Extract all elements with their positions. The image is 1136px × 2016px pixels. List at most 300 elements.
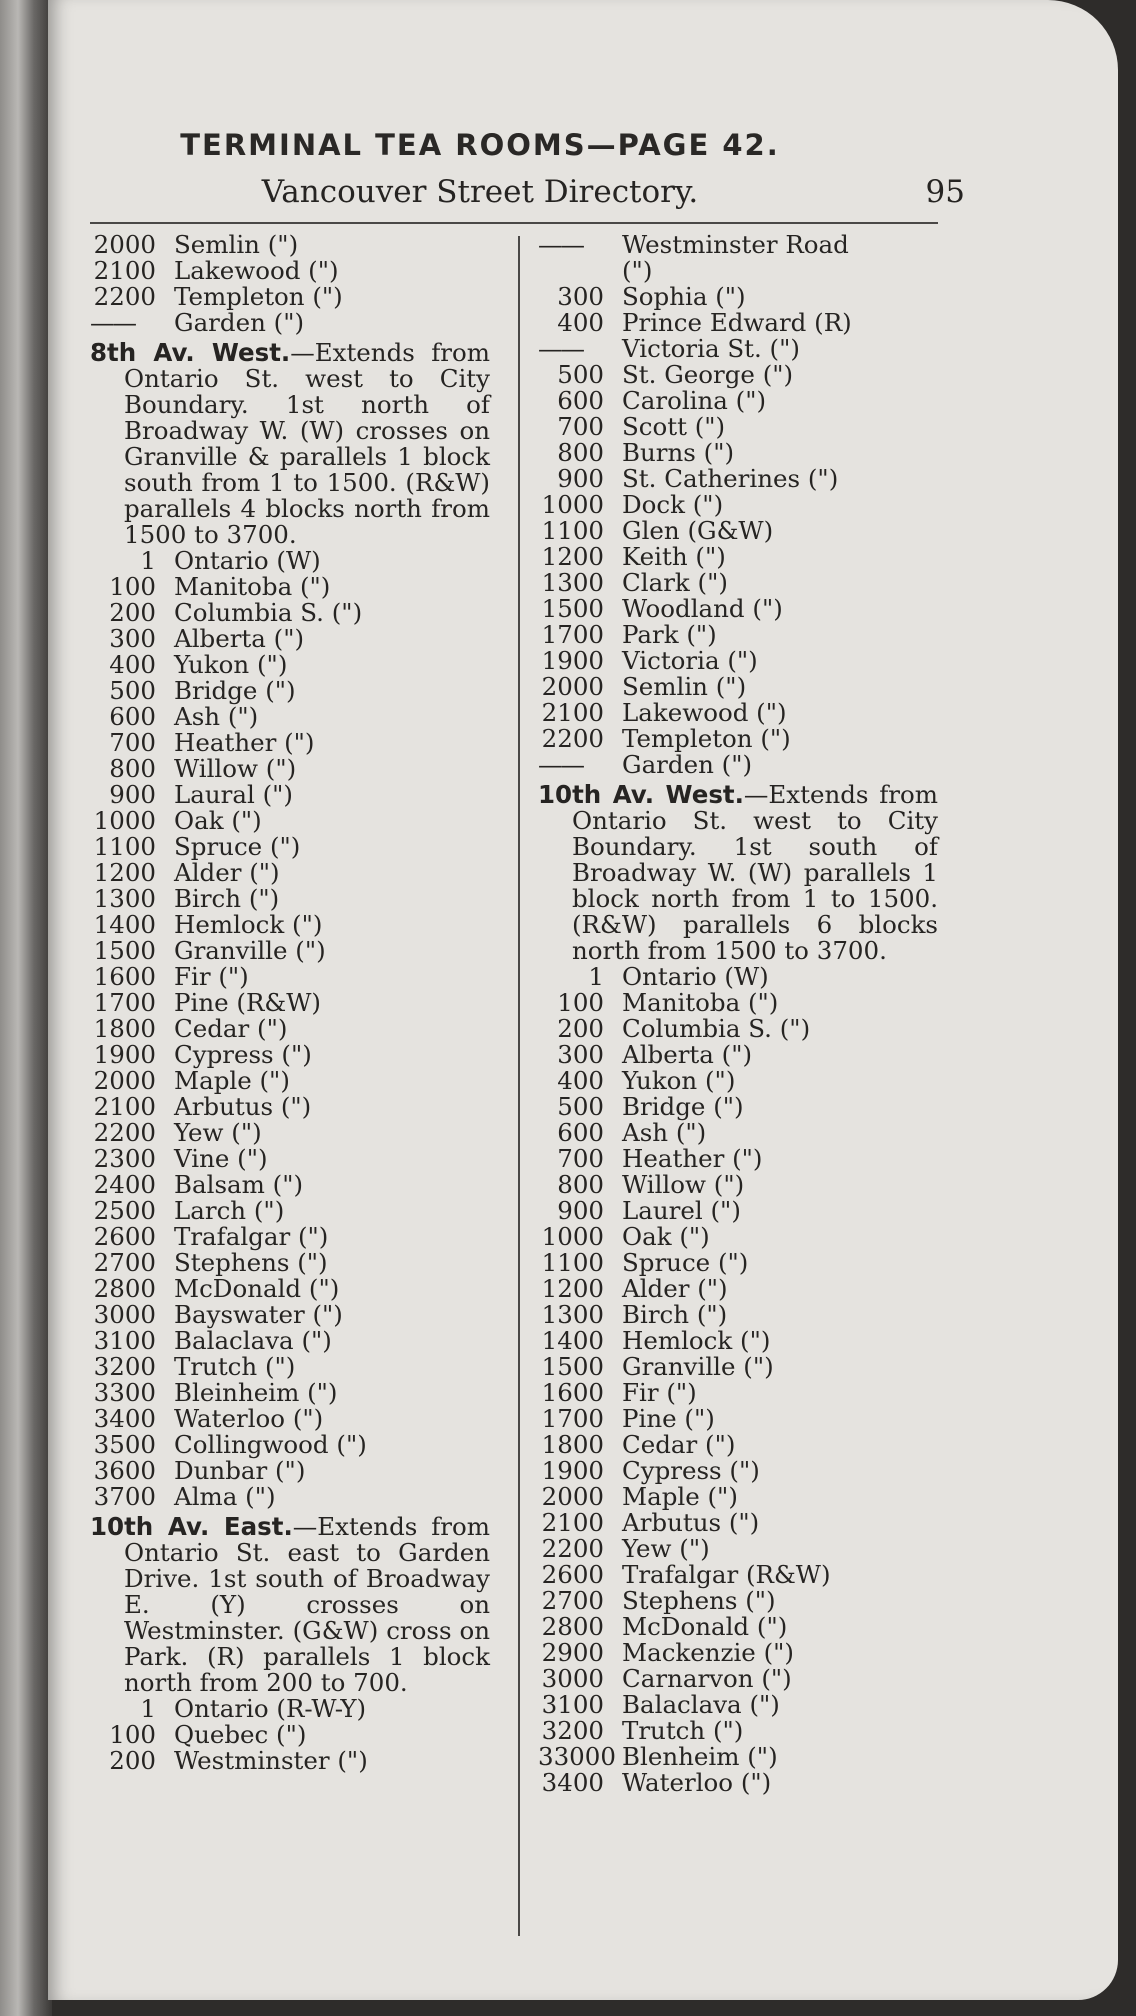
ditto-dash: —— [538, 230, 583, 259]
directory-entry [90, 1224, 490, 1250]
directory-entry [538, 1016, 938, 1042]
entry-street: Alberta (") [174, 624, 305, 653]
directory-entry [538, 1770, 938, 1796]
directory-entry [90, 652, 490, 678]
entry-number: 1700 [541, 620, 604, 649]
entry-street: Westminster (") [174, 1746, 368, 1775]
entry-street: Spruce (") [174, 832, 301, 861]
entry-number: 2100 [93, 256, 156, 285]
entry-street: Heather (") [622, 1144, 763, 1173]
directory-entry [538, 1328, 938, 1354]
entry-street: Yukon (") [622, 1066, 736, 1095]
entry-street: Balaclava (") [622, 1690, 780, 1719]
directory-entry [538, 1588, 938, 1614]
entry-street: Trutch (") [174, 1352, 296, 1381]
entry-number: 1200 [541, 542, 604, 571]
entry-street: Balaclava (") [174, 1326, 332, 1355]
entry-street: Oak (") [174, 806, 262, 835]
entry-street: Waterloo (") [622, 1768, 772, 1797]
directory-entry [538, 232, 938, 258]
entry-street: Yew (") [174, 1118, 262, 1147]
directory-entry [538, 414, 938, 440]
entry-number: 1700 [93, 988, 156, 1017]
directory-entry [538, 1666, 938, 1692]
entry-street: Garden (") [622, 750, 753, 779]
page-number: 95 [925, 174, 965, 210]
entry-street: Yew (") [622, 1534, 710, 1563]
directory-entry [538, 492, 938, 518]
section-title: 10th Av. East. [90, 1512, 293, 1541]
directory-entry [90, 834, 490, 860]
section-10th-west-entries [538, 964, 938, 1796]
entry-number: 900 [557, 1196, 604, 1225]
entry-street: Alberta (") [622, 1040, 753, 1069]
entry-number: 3100 [541, 1690, 604, 1719]
entry-street: Prince Edward (R) [622, 308, 852, 337]
entry-street: Quebec (") [174, 1720, 307, 1749]
entry-street: Ontario (R-W-Y) [174, 1694, 367, 1723]
entry-street: Columbia S. (") [622, 1014, 811, 1043]
entry-street: Arbutus (") [622, 1508, 760, 1537]
entry-number: 1800 [541, 1430, 604, 1459]
directory-entry [538, 1224, 938, 1250]
entry-number: 1000 [93, 806, 156, 835]
directory-entry [90, 310, 490, 336]
directory-entry [90, 860, 490, 886]
entry-number: 1 [140, 1694, 156, 1723]
entry-number: 1200 [541, 1274, 604, 1303]
entry-number: 3400 [541, 1768, 604, 1797]
entry-street: Cypress (") [622, 1456, 760, 1485]
directory-entry [90, 232, 490, 258]
entry-street: Manitoba (") [622, 988, 779, 1017]
section-10th-east-entries [90, 1696, 490, 1774]
entry-number: 2600 [541, 1560, 604, 1589]
entry-number: 200 [109, 598, 156, 627]
left-continued-list [90, 232, 490, 336]
entry-number: 1000 [541, 490, 604, 519]
directory-entry [90, 1458, 490, 1484]
directory-entry [538, 1536, 938, 1562]
directory-entry [90, 1406, 490, 1432]
directory-entry [90, 782, 490, 808]
entry-number: 100 [109, 1720, 156, 1749]
entry-number: 3700 [93, 1482, 156, 1511]
entry-street: Fir (") [622, 1378, 697, 1407]
entry-street: Westminster Road [622, 230, 849, 259]
entry-street: Spruce (") [622, 1248, 749, 1277]
entry-number: 2000 [93, 1066, 156, 1095]
entry-number: 1400 [93, 910, 156, 939]
entry-street: McDonald (") [174, 1274, 340, 1303]
entry-street: St. Catherines (") [622, 464, 839, 493]
directory-entry [90, 1748, 490, 1774]
entry-street: Vine (") [174, 1144, 268, 1173]
entry-number: 2700 [541, 1586, 604, 1615]
ditto-dash: —— [538, 750, 583, 779]
entry-number: 3200 [541, 1716, 604, 1745]
entry-street: Trafalgar (") [174, 1222, 329, 1251]
directory-entry [90, 1172, 490, 1198]
entry-street: Manitoba (") [174, 572, 331, 601]
entry-street: Balsam (") [174, 1170, 304, 1199]
entry-street: Willow (") [174, 754, 297, 783]
directory-entry [538, 1718, 938, 1744]
directory-entry [538, 544, 938, 570]
directory-entry [90, 1354, 490, 1380]
directory-entry [90, 284, 490, 310]
entry-number: 800 [557, 1170, 604, 1199]
directory-entry [538, 1198, 938, 1224]
directory-entry [90, 1198, 490, 1224]
entry-street: Ontario (W) [622, 962, 769, 991]
directory-entry [90, 756, 490, 782]
entry-street: Oak (") [622, 1222, 710, 1251]
entry-street: Bleinheim (") [174, 1378, 338, 1407]
entry-number: 3200 [93, 1352, 156, 1381]
entry-street: Templeton (") [622, 724, 791, 753]
directory-entry [538, 466, 938, 492]
entry-street: Larch (") [174, 1196, 285, 1225]
directory-entry [90, 1302, 490, 1328]
entry-number: 1900 [541, 646, 604, 675]
entry-number: 900 [557, 464, 604, 493]
entry-number: 200 [557, 1014, 604, 1043]
entry-number: 500 [557, 360, 604, 389]
directory-entry [538, 596, 938, 622]
entry-number: 1100 [93, 832, 156, 861]
entry-street: Glen (G&W) [622, 516, 774, 545]
entry-number: 3600 [93, 1456, 156, 1485]
entry-number: 2000 [93, 230, 156, 259]
directory-entry [90, 1328, 490, 1354]
entry-street: Granville (") [622, 1352, 774, 1381]
directory-entry [90, 730, 490, 756]
entry-number: 2500 [93, 1196, 156, 1225]
directory-entry [538, 336, 938, 362]
section-description: —Extends from Ontario St. west to City Boundary. 1st north of Broadway W. (W) crosses on Granville & parallels 1 block south from 1 to 1500. (R&W) parallels 4 blocks north from 1500 to 3700. [124, 338, 491, 549]
directory-entry [538, 1406, 938, 1432]
entry-number: 2700 [93, 1248, 156, 1277]
entry-number: 400 [557, 308, 604, 337]
entry-street: Sophia (") [622, 282, 746, 311]
entry-street: Alma (") [174, 1482, 276, 1511]
entry-number: 1100 [541, 516, 604, 545]
entry-number: 2200 [541, 1534, 604, 1563]
entry-number: 300 [109, 624, 156, 653]
entry-street: Mackenzie (") [622, 1638, 794, 1667]
entry-street: Carolina (") [622, 386, 767, 415]
directory-entry [90, 1722, 490, 1748]
entry-street: Hemlock (") [622, 1326, 771, 1355]
ditto-dash: —— [90, 308, 135, 337]
entry-number: 500 [109, 676, 156, 705]
entry-number: 2100 [541, 1508, 604, 1537]
section-description: —Extends from Ontario St. east to Garden Drive. 1st south of Broadway E. (Y) crosses on Westminster. (G&W) cross on Park. (R) parallels 1 block north from 200 to 700. [124, 1512, 491, 1697]
entry-street: Columbia S. (") [174, 598, 363, 627]
entry-number: 600 [557, 386, 604, 415]
entry-street: Ash (") [622, 1118, 707, 1147]
directory-entry [538, 1744, 938, 1770]
section-8th-av-west [90, 340, 490, 548]
entry-number: 700 [557, 412, 604, 441]
entry-street: Scott (") [622, 412, 726, 441]
entry-number: 1900 [93, 1040, 156, 1069]
entry-number: 2200 [93, 282, 156, 311]
entry-street: Hemlock (") [174, 910, 323, 939]
directory-entry [538, 1094, 938, 1120]
entry-street: Victoria (") [622, 646, 758, 675]
entry-street: Bayswater (") [174, 1300, 343, 1329]
directory-entry [90, 1068, 490, 1094]
entry-number: 300 [557, 282, 604, 311]
directory-entry [90, 600, 490, 626]
entry-number: 2800 [93, 1274, 156, 1303]
directory-entry [90, 1250, 490, 1276]
entry-number: 1300 [541, 568, 604, 597]
directory-entry [538, 1120, 938, 1146]
entry-number: 2400 [93, 1170, 156, 1199]
entry-street: Clark (") [622, 568, 728, 597]
entry-street: Heather (") [174, 728, 315, 757]
entry-street: Trutch (") [622, 1716, 744, 1745]
directory-entry [538, 674, 938, 700]
directory-entry [538, 440, 938, 466]
directory-entry [90, 1146, 490, 1172]
directory-entry [90, 1042, 490, 1068]
directory-entry [538, 622, 938, 648]
entry-street: Pine (") [622, 1404, 715, 1433]
entry-street: Arbutus (") [174, 1092, 312, 1121]
header-rule [90, 222, 938, 224]
directory-entry [538, 1146, 938, 1172]
directory-entry [90, 912, 490, 938]
entry-number: 800 [557, 438, 604, 467]
directory-entry [90, 704, 490, 730]
directory-entry [90, 258, 490, 284]
entry-street: Lakewood (") [622, 698, 787, 727]
entry-street: Templeton (") [174, 282, 343, 311]
directory-entry [538, 1484, 938, 1510]
directory-entry [90, 1380, 490, 1406]
entry-street: Willow (") [622, 1170, 745, 1199]
directory-entry [538, 1614, 938, 1640]
directory-entry [90, 574, 490, 600]
section-title: 8th Av. West. [90, 338, 291, 367]
entry-number: 1 [140, 546, 156, 575]
directory-entry [538, 362, 938, 388]
entry-street: Waterloo (") [174, 1404, 324, 1433]
entry-number: 900 [109, 780, 156, 809]
entry-street: Fir (") [174, 962, 249, 991]
entry-number: 1400 [541, 1326, 604, 1355]
entry-number: 2000 [541, 1482, 604, 1511]
entry-street: Alder (") [174, 858, 280, 887]
entry-street: Laurel (") [622, 1196, 741, 1225]
entry-number: 100 [109, 572, 156, 601]
adjacent-page-edge [0, 0, 52, 2016]
entry-number: 1300 [93, 884, 156, 913]
directory-entry [538, 1510, 938, 1536]
entry-street: Birch (") [174, 884, 280, 913]
entry-number: 1800 [93, 1014, 156, 1043]
entry-number: 2000 [541, 672, 604, 701]
entry-number: 2200 [541, 724, 604, 753]
entry-number: 1000 [541, 1222, 604, 1251]
directory-entry [538, 990, 938, 1016]
ditto-dash: —— [538, 334, 583, 363]
directory-entry [90, 1432, 490, 1458]
entry-street: Burns (") [622, 438, 735, 467]
section-title: 10th Av. West. [538, 780, 744, 809]
entry-street: Cedar (") [622, 1430, 736, 1459]
directory-entry [90, 1094, 490, 1120]
entry-number: 1600 [93, 962, 156, 991]
directory-entry [538, 1354, 938, 1380]
directory-entry [538, 726, 938, 752]
directory-entry [538, 1042, 938, 1068]
entry-number: 3000 [93, 1300, 156, 1329]
entry-number: 700 [557, 1144, 604, 1173]
entry-number: 3500 [93, 1430, 156, 1459]
directory-entry [538, 1640, 938, 1666]
directory-entry [538, 1172, 938, 1198]
entry-number: 1500 [541, 594, 604, 623]
directory-entry [90, 1484, 490, 1510]
entry-number: 500 [557, 1092, 604, 1121]
directory-entry [538, 1302, 938, 1328]
entry-number: 3400 [93, 1404, 156, 1433]
directory-entry [90, 1276, 490, 1302]
entry-street: Pine (R&W) [174, 988, 321, 1017]
directory-entry [538, 1380, 938, 1406]
directory-entry [90, 990, 490, 1016]
directory-entry [90, 808, 490, 834]
entry-street: Semlin (") [174, 230, 299, 259]
directory-entry [538, 284, 938, 310]
entry-street: Stephens (") [174, 1248, 328, 1277]
directory-entry [538, 570, 938, 596]
directory-entry [90, 886, 490, 912]
entry-street: Bridge (") [174, 676, 296, 705]
directory-entry [538, 752, 938, 778]
directory-entry [538, 1250, 938, 1276]
entry-street: Birch (") [622, 1300, 728, 1329]
entry-street: Keith (") [622, 542, 726, 571]
directory-title: Vancouver Street Directory. [261, 174, 699, 210]
directory-entry [90, 964, 490, 990]
directory-entry [538, 1068, 938, 1094]
entry-number: 600 [557, 1118, 604, 1147]
directory-entry [90, 938, 490, 964]
directory-entry [90, 626, 490, 652]
entry-street: Cypress (") [174, 1040, 312, 1069]
entry-street: Ash (") [174, 702, 259, 731]
entry-number: 1200 [93, 858, 156, 887]
entry-number: 1100 [541, 1248, 604, 1277]
section-description: —Extends from Ontario St. west to City Boundary. 1st south of Broadway W. (W) parallels 1 block north from 1 to 1500. (R&W) parallels 6 blocks north from 1500 to 3700. [572, 780, 938, 965]
directory-entry [538, 388, 938, 414]
entry-number: 1300 [541, 1300, 604, 1329]
entry-street: Park (") [622, 620, 717, 649]
entry-street: McDonald (") [622, 1612, 788, 1641]
directory-entry [90, 1016, 490, 1042]
entry-street: Carnarvon (") [622, 1664, 792, 1693]
entry-street: Maple (") [174, 1066, 290, 1095]
entry-street: Laural (") [174, 780, 293, 809]
page-header [90, 172, 965, 220]
directory-entry [538, 964, 938, 990]
entry-number: 100 [557, 988, 604, 1017]
entry-street: Victoria St. (") [622, 334, 800, 363]
entry-street: Granville (") [174, 936, 326, 965]
directory-entry [538, 700, 938, 726]
entry-number: 1 [588, 962, 604, 991]
entry-street: Ontario (W) [174, 546, 321, 575]
entry-number: 2300 [93, 1144, 156, 1173]
directory-entry [538, 648, 938, 674]
entry-number: 1600 [541, 1378, 604, 1407]
entry-number: 2100 [541, 698, 604, 727]
entry-number: 700 [109, 728, 156, 757]
entry-number: 1500 [541, 1352, 604, 1381]
entry-street: Cedar (") [174, 1014, 288, 1043]
directory-entry [538, 258, 938, 284]
directory-entry [90, 1120, 490, 1146]
directory-entry [538, 518, 938, 544]
entry-number: 400 [557, 1066, 604, 1095]
entry-number: 2200 [93, 1118, 156, 1147]
entry-number: 1500 [93, 936, 156, 965]
entry-street: Trafalgar (R&W) [622, 1560, 831, 1589]
entry-number: 300 [557, 1040, 604, 1069]
page-header-title: TERMINAL TEA ROOMS—PAGE 42. [180, 128, 780, 162]
entry-street: St. George (") [622, 360, 794, 389]
section-10th-av-west [538, 782, 938, 964]
entry-number: 200 [109, 1746, 156, 1775]
entry-number: 2900 [541, 1638, 604, 1667]
entry-number: 2100 [93, 1092, 156, 1121]
entry-number: 1900 [541, 1456, 604, 1485]
entry-number: 2800 [541, 1612, 604, 1641]
section-10th-av-east [90, 1514, 490, 1696]
directory-entry [538, 1276, 938, 1302]
entry-number: 2600 [93, 1222, 156, 1251]
directory-entry [90, 1696, 490, 1722]
directory-entry [90, 678, 490, 704]
entry-street: Dunbar (") [174, 1456, 306, 1485]
entry-street: Blenheim (") [622, 1742, 778, 1771]
right-column [538, 232, 938, 1796]
directory-entry [538, 1458, 938, 1484]
right-continued-list [538, 232, 938, 778]
directory-entry [538, 310, 938, 336]
entry-number: 3000 [541, 1664, 604, 1693]
entry-street: Lakewood (") [174, 256, 339, 285]
entry-number: 800 [109, 754, 156, 783]
directory-entry [538, 1432, 938, 1458]
entry-street: Garden (") [174, 308, 305, 337]
entry-street: (") [622, 256, 653, 285]
entry-number: 3300 [93, 1378, 156, 1407]
directory-entry [538, 1562, 938, 1588]
entry-number: 400 [109, 650, 156, 679]
column-divider [518, 236, 520, 1936]
entry-number: 33000 [538, 1742, 616, 1771]
entry-street: Dock (") [622, 490, 724, 519]
entry-street: Collingwood (") [174, 1430, 367, 1459]
section-8th-entries [90, 548, 490, 1510]
